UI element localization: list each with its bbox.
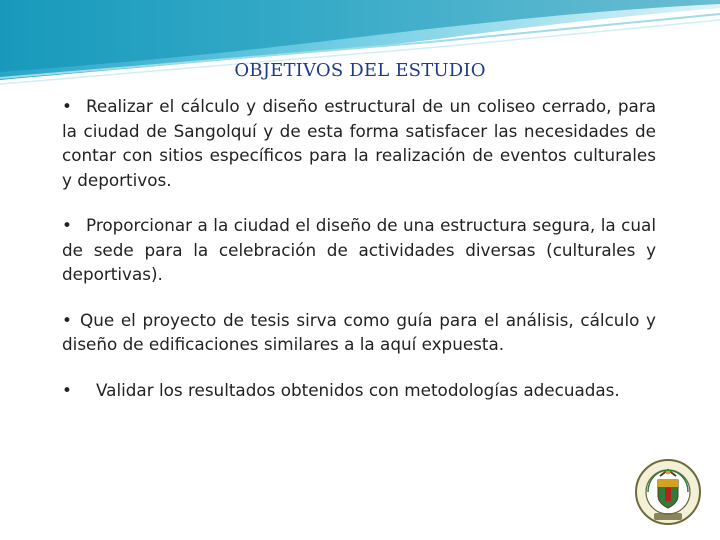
bullet-icon: • <box>62 379 72 400</box>
objective-item <box>62 94 656 192</box>
objective-text: Que el proyecto de tesis sirva como guía para el análisis, cálculo y diseño de edificaciones similares a la aquí expuesta. <box>62 309 656 354</box>
objective-text: Realizar el cálculo y diseño estructural de un coliseo cerrado, para la ciudad de Sangolquí y de esta forma satisfacer las necesidades de contar con sitios específicos para la realización de eventos culturales y deportivos. <box>62 96 656 190</box>
bullet-icon: • <box>62 309 72 330</box>
objectives-list <box>62 94 656 423</box>
objective-text: Proporcionar a la ciudad el diseño de una estructura segura, la cual de sede para la celebración de actividades diversas (culturales y deportivas). <box>62 215 656 284</box>
objective-text: Validar los resultados obtenidos con metodologías adecuadas. <box>96 379 620 400</box>
slide-title: OBJETIVOS DEL ESTUDIO <box>234 60 486 81</box>
institution-seal-logo <box>634 458 702 526</box>
bullet-icon: • <box>62 215 72 235</box>
objective-item <box>62 378 656 403</box>
bullet-icon: • <box>62 96 72 116</box>
objective-item <box>62 308 656 357</box>
objective-item <box>62 213 656 287</box>
